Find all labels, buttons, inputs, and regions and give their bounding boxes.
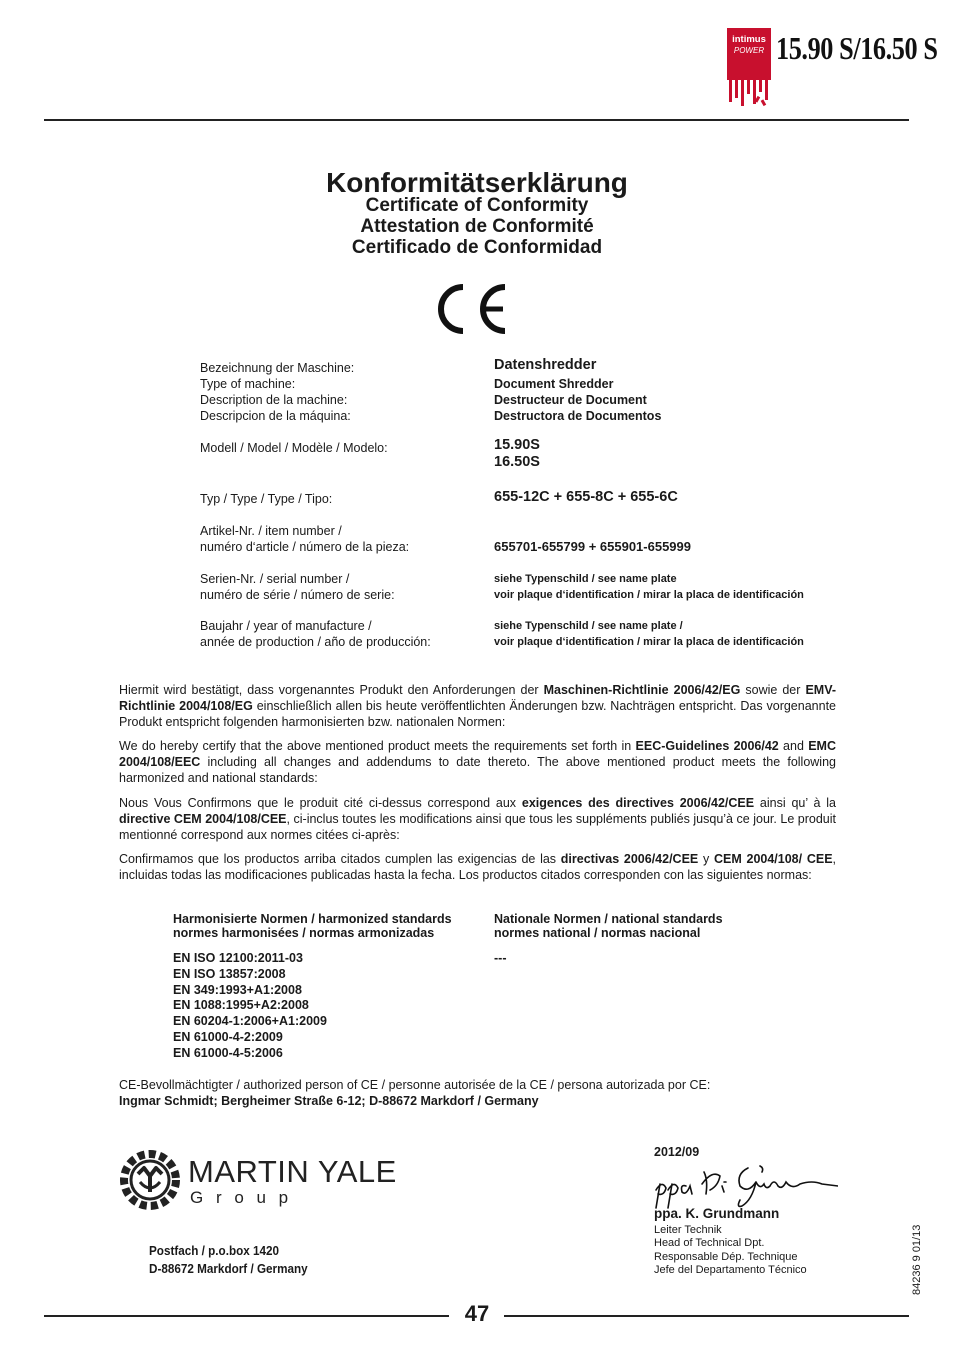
serial-label-2: numéro de série / número de serie:: [200, 588, 395, 602]
standard-item: EN 60204-1:2006+A1:2009: [173, 1014, 327, 1029]
machine-value-de: Datenshredder: [494, 357, 597, 373]
standard-item: EN 349:1993+A1:2008: [173, 982, 302, 997]
type-value: 655-12C + 655-8C + 655-6C: [494, 489, 678, 505]
machine-label-de: Bezeichnung der Maschine:: [200, 361, 355, 375]
standard-item: EN 61000-4-2:2009: [173, 1029, 283, 1044]
role-fr: Responsable Dép. Technique: [654, 1251, 798, 1263]
article-label-2: numéro d‘article / número de la pieza:: [200, 540, 410, 554]
harmonized-header-1: Harmonisierte Normen / harmonized standards: [173, 912, 452, 926]
company-name: MARTIN YALE: [188, 1154, 397, 1189]
document-code: 84236 9 01/13: [911, 1224, 923, 1295]
address-line-1: Postfach / p.o.box 1420: [149, 1243, 280, 1258]
title-es: Certificado de Conformidad: [351, 237, 603, 258]
authorized-label: CE-Bevollmächtigter / authorized person of CE / personne autorisée de la CE / persona autorizada por CE:: [119, 1078, 711, 1092]
authorized-value: Ingmar Schmidt; Bergheimer Straße 6-12; D-88672 Markdorf / Germany: [119, 1094, 539, 1108]
serial-value-1: siehe Typenschild / see name plate: [494, 573, 677, 585]
model-value-1: 15.90S: [494, 437, 540, 453]
company-sub: G r o u p: [190, 1188, 293, 1207]
year-value-1: siehe Typenschild / see name plate /: [494, 620, 683, 632]
intimus-power-logo: [727, 28, 771, 108]
machine-label-en: Type of machine:: [200, 377, 296, 391]
article-label-1: Artikel-Nr. / item number /: [200, 524, 342, 538]
ce-mark-icon: [433, 283, 509, 340]
machine-value-en: Document Shredder: [494, 377, 614, 391]
machine-label-es: Descripcion de la máquina:: [200, 409, 351, 423]
brand-bottom-text: POWER: [733, 46, 765, 55]
article-value: 655701-655799 + 655901-655999: [494, 539, 691, 554]
model-value-2: 16.50S: [494, 454, 540, 470]
machine-value-es: Destructora de Documentos: [494, 409, 662, 423]
standard-item: EN 1088:1995+A2:2008: [173, 998, 309, 1013]
standard-item: EN ISO 12100:2011-03: [173, 951, 303, 965]
type-label: Typ / Type / Type / Tipo:: [200, 492, 333, 506]
national-header-2: normes national / normas nacional: [494, 926, 701, 940]
year-label-1: Baujahr / year of manufacture /: [200, 619, 372, 633]
title-fr: Attestation de Conformité: [360, 216, 594, 237]
paragraph-en: We do hereby certify that the above mentioned product meets the requirements set forth in EEC-Guidelines 2006/42 and EMC 2004/108/EEC including all changes and addendums to date thereto. The above mentioned product meets the following harmonized and national standards:: [119, 739, 836, 785]
machine-value-fr: Destructeur de Document: [494, 393, 647, 407]
role-de: Leiter Technik: [654, 1224, 722, 1236]
title-main: Konformitätserklärung: [326, 167, 628, 198]
signature-name: ppa. K. Grundmann: [654, 1206, 780, 1221]
model-title: 15.90 S/16.50 S: [776, 30, 938, 66]
page-number: 47: [464, 1301, 490, 1326]
harmonized-standards-list: [173, 951, 327, 1062]
role-en: Head of Technical Dpt.: [654, 1237, 765, 1249]
standard-item: EN ISO 13857:2008: [173, 966, 286, 981]
national-header-1: Nationale Normen / national standards: [494, 912, 723, 926]
martin-yale-logo-icon: [118, 1148, 182, 1217]
model-label: Modell / Model / Modèle / Modelo:: [200, 441, 388, 455]
year-label-2: année de production / año de producción:: [200, 635, 431, 649]
national-standards-value: ---: [494, 951, 507, 965]
title-en: Certificate of Conformity: [365, 195, 589, 216]
harmonized-header-2: normes harmonisées / normas armonizadas: [173, 926, 435, 940]
year-value-2: voir plaque d‘identification / mirar la placa de identificación: [494, 636, 804, 648]
role-es: Jefe del Departamento Técnico: [654, 1264, 807, 1276]
paragraph-de: Hiermit wird bestätigt, dass vorgenanntes Produkt den Anforderungen der Maschinen-Richtlinie 2006/42/EG sowie der EMV-Richtlinie 2004/108/EG einschließlich allen bis heute veröffentlichten Änderungen bzw. Nachträgen entspricht. Das vorgenannte Produkt entspricht folgenden harmonisierten bzw. nationalen Normen:: [119, 683, 836, 729]
paragraph-es: Confirmamos que los productos arriba citados cumplen las exigencias de las directivas 2006/42/CEE y CEM 2004/108/ CEE, incluidas todas las modificaciones publicadas hasta la fecha. Los productos citados corresponden con las siguientes normas:: [119, 852, 837, 882]
header-divider: [44, 119, 909, 121]
brand-top-text: intimus: [732, 34, 766, 45]
serial-label-1: Serien-Nr. / serial number /: [200, 572, 350, 586]
signature-date: 2012/09: [654, 1145, 700, 1159]
standard-item: EN 61000-4-5:2006: [173, 1045, 283, 1060]
address-line-2: D-88672 Markdorf / Germany: [149, 1261, 308, 1276]
paragraph-fr: Nous Vous Confirmons que le produit cité ci-dessus correspond aux exigences des directives 2006/42/CEE ainsi qu’ à la directive CEM 2004/108/CEE, ci-inclus toutes les modifications ainsi que tous les suppléments publiés jusqu’à ce jour. Le produit mentionné correspond aux normes citées ci-après:: [119, 796, 836, 842]
serial-value-2: voir plaque d‘identification / mirar la placa de identificación: [494, 589, 804, 601]
machine-label-fr: Description de la machine:: [200, 393, 348, 407]
